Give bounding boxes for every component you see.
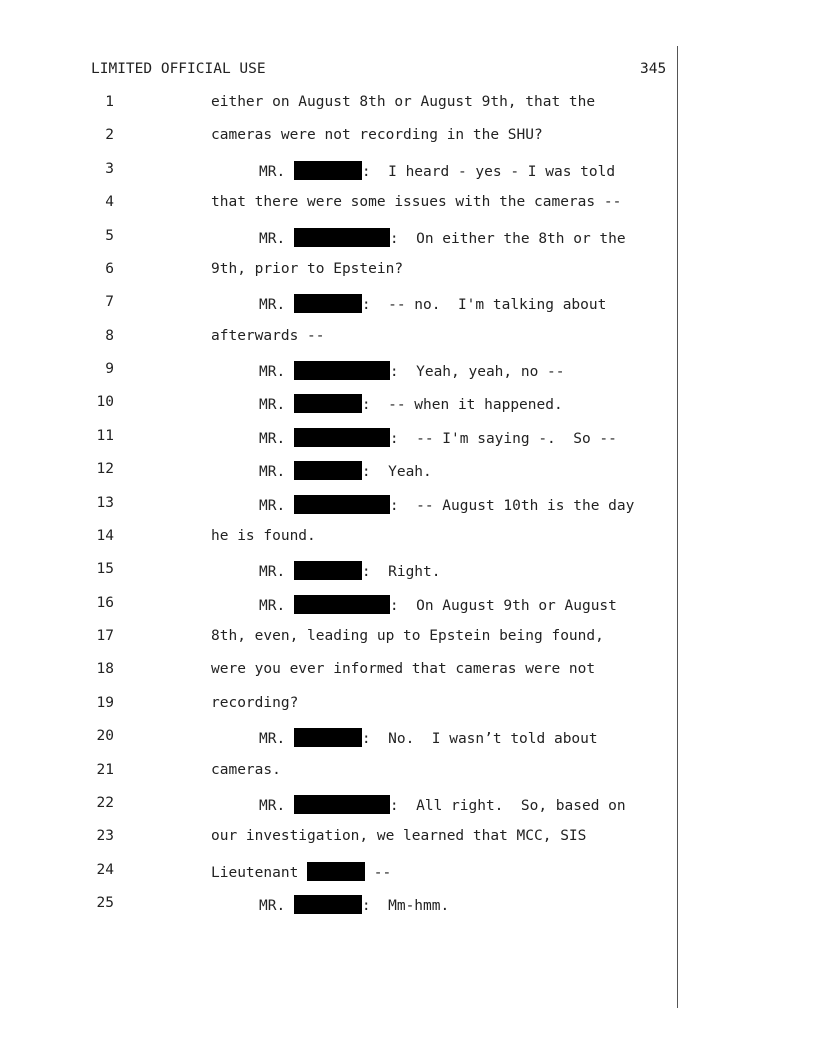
text-segment: : Right. [361, 564, 441, 581]
transcript-line [0, 294, 816, 314]
transcript-line [0, 428, 816, 448]
transcript-line [0, 94, 816, 114]
text-segment: 8th, even, leading up to Epstein being found, [211, 628, 604, 645]
line-number: 11 [96, 427, 114, 444]
transcript-line [0, 862, 816, 882]
transcript-line [0, 394, 816, 414]
redaction-box [294, 428, 390, 447]
text-segment: Lieutenant [211, 864, 308, 881]
text-segment: MR. [259, 597, 294, 614]
transcript-line [0, 661, 816, 681]
line-number: 4 [105, 194, 114, 211]
line-number: 22 [96, 794, 114, 811]
transcript-line [0, 628, 816, 648]
line-number: 3 [105, 160, 114, 177]
line-number: 9 [105, 361, 114, 378]
line-text [259, 728, 598, 747]
classification-header: LIMITED OFFICIAL USE [91, 61, 266, 77]
text-segment: MR. [259, 397, 294, 414]
text-segment: afterwards -- [211, 327, 325, 344]
text-segment: recording? [211, 694, 299, 711]
text-segment: either on August 8th or August 9th, that the [211, 94, 596, 110]
line-text [211, 528, 316, 544]
transcript-line [0, 194, 816, 214]
line-number: 12 [96, 461, 114, 478]
line-number: 8 [105, 327, 114, 344]
line-text [259, 394, 563, 413]
line-text [259, 161, 615, 180]
redaction-box [294, 595, 390, 614]
redaction-box [294, 228, 390, 247]
redaction-box [294, 294, 362, 313]
text-segment: MR. [259, 297, 294, 314]
redaction-box [294, 161, 362, 180]
line-number: 7 [105, 294, 114, 311]
text-segment: MR. [259, 797, 294, 814]
line-number: 18 [96, 661, 114, 678]
line-text [211, 127, 543, 143]
line-text [259, 495, 634, 514]
text-segment: : No. I wasn’t told about [361, 731, 598, 748]
line-text [211, 328, 325, 344]
line-text [211, 862, 391, 881]
line-text [259, 294, 606, 313]
redaction-box [294, 561, 362, 580]
transcript-line [0, 261, 816, 281]
text-segment: he is found. [211, 527, 316, 544]
redaction-box [307, 862, 365, 881]
text-segment: MR. [259, 497, 294, 514]
text-segment: MR. [259, 464, 294, 481]
transcript-line [0, 695, 816, 715]
transcript-line [0, 895, 816, 915]
text-segment: cameras. [211, 761, 281, 778]
line-text [211, 194, 621, 210]
transcript-line [0, 461, 816, 481]
line-number: 20 [96, 728, 114, 745]
line-number: 25 [96, 895, 114, 912]
transcript-line [0, 728, 816, 748]
line-number: 6 [105, 260, 114, 277]
line-text [211, 828, 586, 844]
text-segment: MR. [259, 430, 294, 447]
line-number: 10 [96, 394, 114, 411]
text-segment: MR. [259, 230, 294, 247]
transcript-line [0, 361, 816, 381]
text-segment: our investigation, we learned that MCC, SIS [211, 828, 587, 845]
text-segment: MR. [259, 364, 294, 381]
text-segment: : Yeah, yeah, no -- [389, 364, 565, 381]
line-text [259, 428, 617, 447]
redaction-box [294, 895, 362, 914]
text-segment: : I heard - yes - I was told [361, 163, 616, 180]
line-text [211, 261, 403, 277]
line-text [259, 228, 626, 247]
line-text [211, 762, 281, 778]
line-text [259, 795, 626, 814]
redaction-box [294, 461, 362, 480]
text-segment: MR. [259, 163, 294, 180]
line-text [259, 895, 449, 914]
line-number: 24 [96, 861, 114, 878]
text-segment: : Mm-hmm. [361, 898, 450, 915]
line-number: 23 [96, 828, 114, 845]
text-segment: : Yeah. [361, 464, 432, 481]
line-text [259, 361, 565, 380]
transcript-line [0, 561, 816, 581]
text-segment: MR. [259, 898, 294, 915]
text-segment: : -- no. I'm talking about [361, 297, 607, 314]
text-segment: 9th, prior to Epstein? [211, 260, 404, 277]
transcript-line [0, 595, 816, 615]
transcript-line [0, 228, 816, 248]
transcript-line [0, 127, 816, 147]
text-segment: were you ever informed that cameras were not [211, 661, 596, 678]
text-segment: that there were some issues with the cameras -- [211, 194, 622, 211]
redaction-box [294, 361, 390, 380]
transcript-line [0, 528, 816, 548]
text-segment: : On August 9th or August [389, 597, 617, 614]
text-segment: : -- August 10th is the day [389, 497, 635, 514]
redaction-box [294, 728, 362, 747]
text-segment: cameras were not recording in the SHU? [211, 127, 543, 144]
text-segment: MR. [259, 564, 294, 581]
line-number: 2 [105, 127, 114, 144]
line-text [211, 94, 595, 110]
line-text [259, 595, 617, 614]
transcript-line [0, 762, 816, 782]
redaction-box [294, 495, 390, 514]
transcript-line [0, 161, 816, 181]
line-number: 13 [96, 494, 114, 511]
line-text [259, 461, 432, 480]
line-number: 5 [105, 227, 114, 244]
page-number: 345 [640, 61, 667, 77]
line-number: 1 [105, 94, 114, 110]
transcript-line [0, 328, 816, 348]
line-text [259, 561, 441, 580]
text-segment: : -- when it happened. [361, 397, 563, 414]
line-number: 16 [96, 594, 114, 611]
line-number: 14 [96, 527, 114, 544]
transcript-line [0, 828, 816, 848]
transcript-line [0, 795, 816, 815]
line-text [211, 628, 604, 644]
text-segment: -- [365, 864, 392, 881]
text-segment: : All right. So, based on [389, 797, 626, 814]
text-segment: MR. [259, 731, 294, 748]
line-number: 17 [96, 628, 114, 645]
redaction-box [294, 795, 390, 814]
line-number: 15 [96, 561, 114, 578]
line-text [211, 695, 298, 711]
redaction-box [294, 394, 362, 413]
text-segment: : -- I'm saying -. So -- [389, 430, 617, 447]
line-text [211, 661, 595, 677]
line-number: 19 [96, 694, 114, 711]
line-number: 21 [96, 761, 114, 778]
transcript-line [0, 495, 816, 515]
text-segment: : On either the 8th or the [389, 230, 626, 247]
